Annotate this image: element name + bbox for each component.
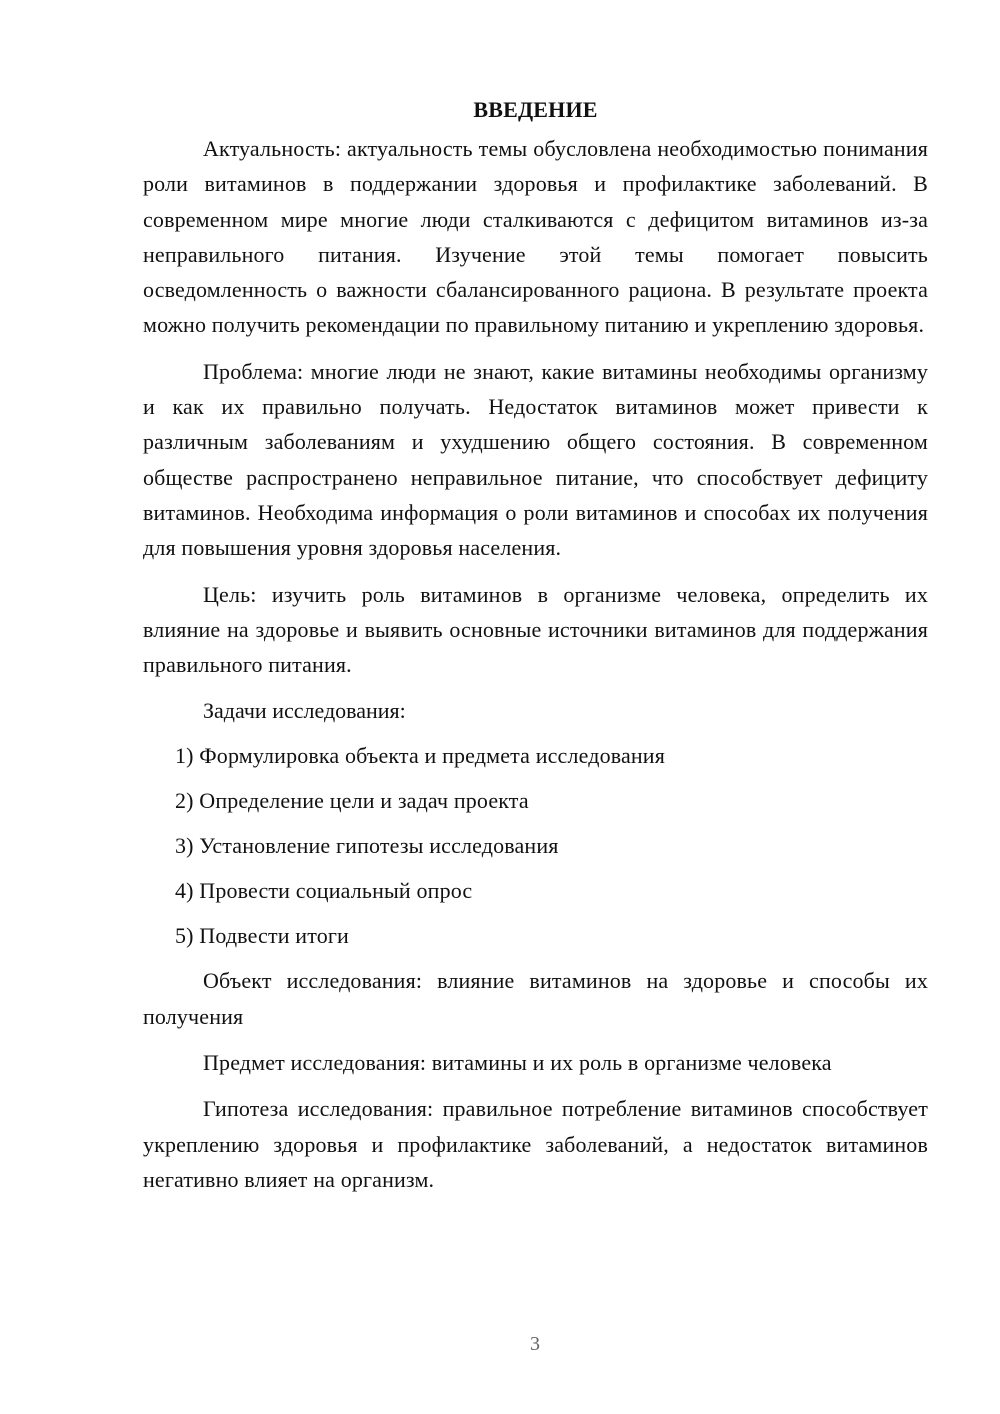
object-paragraph: Объект исследования: влияние витаминов на здоровье и способы их получения: [143, 968, 928, 1029]
goal-paragraph: Цель: изучить роль витаминов в организме человека, определить их влияние на здоровье и выявить основные источники витаминов для поддержания правильного питания.: [143, 581, 928, 678]
task-item: 3) Установление гипотезы исследования: [175, 833, 559, 859]
page-content: [143, 92, 928, 1208]
relevance-paragraph: Актуальность: актуальность темы обусловлена необходимостью понимания роли витаминов в поддержании здоровья и профилактике заболеваний. В современном мире многие люди сталкиваются с дефицитом витаминов из-за неправильного питания. Изучение этой темы помогает повысить осведомленность о важности сбалансированного рациона. В результате проекта можно получить рекомендации по правильному питанию и укреплению здоровья.: [143, 136, 928, 338]
task-item: 4) Провести социальный опрос: [175, 878, 473, 904]
task-item: 1) Формулировка объекта и предмета исследования: [175, 743, 665, 769]
problem-paragraph: Проблема: многие люди не знают, какие витамины необходимы организму и как их правильно получать. Недостаток витаминов может привести к различным заболеваниям и ухудшению общего состояния. В современном обществе распространено неправильное питание, что способствует дефициту витаминов. Необходима информация о роли витаминов и способах их получения для повышения уровня здоровья населения.: [143, 358, 928, 561]
page-title: ВВЕДЕНИЕ: [473, 97, 598, 122]
subject-paragraph: Предмет исследования: витамины и их роль в организме человека: [203, 1050, 832, 1076]
tasks-list: [143, 738, 928, 953]
task-item: 2) Определение цели и задач проекта: [175, 788, 529, 814]
page-number: 3: [530, 1333, 540, 1355]
tasks-heading: Задачи исследования:: [203, 698, 406, 724]
hypothesis-paragraph: Гипотеза исследования: правильное потребление витаминов способствует укреплению здоровья и профилактике заболеваний, а недостаток витаминов негативно влияет на организм.: [143, 1096, 928, 1192]
task-item: 5) Подвести итоги: [175, 923, 349, 949]
